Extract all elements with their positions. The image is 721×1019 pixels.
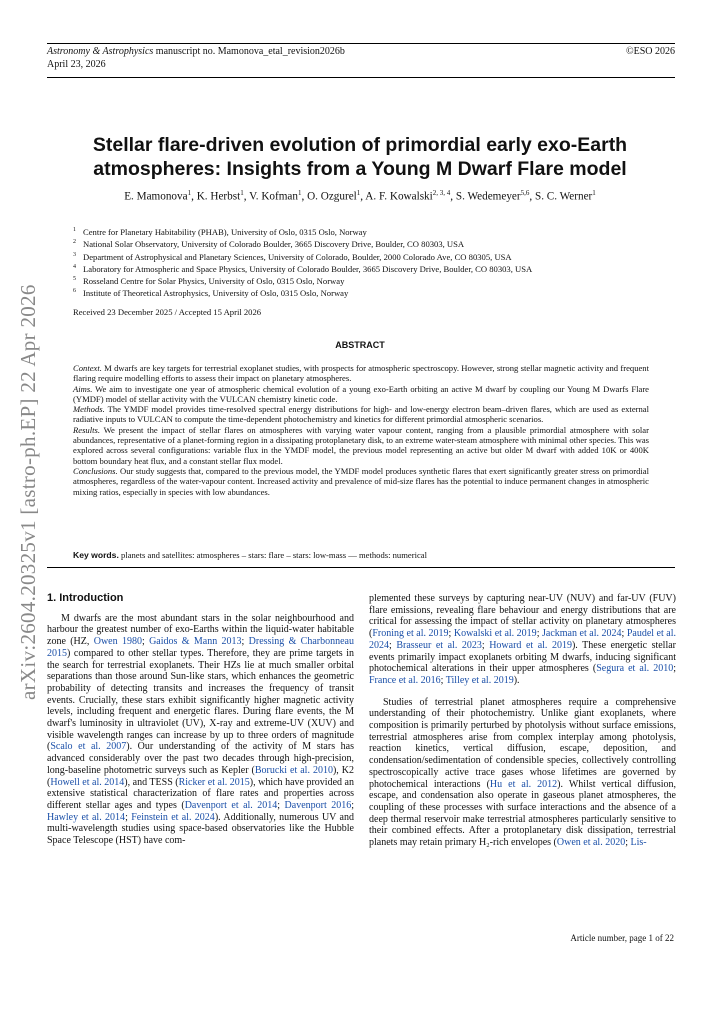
abstract-results: Results. We present the impact of stellar flares on atmospheres with varying water vapour content, ranging from a plausible primordial atmosphere with solar abundances, representative of a planet-forming region in a dissipating protoplanetary disk, to an extreme water-steam atmosphere with minimal other species. This was explored across several configurations: variable flux in the YMDF model, the previous model representing an active but older M dwarf with added 10K or 400K bottom boundary heat flux, and a constant stellar flux model. (73, 424, 649, 466)
affiliation-text: Laboratory for Atmospheric and Space Physics, University of Colorado Boulder, 3665 Discovery Drive, Boulder, CO 80303, USA (83, 263, 533, 274)
citation-link[interactable]: Hawley et al. 2014 (47, 811, 126, 823)
author-name: A. F. Kowalski (365, 190, 433, 203)
citation-link[interactable]: Gaidos & Mann 2013 (149, 636, 242, 648)
affiliation-text: Institute of Theoretical Astrophysics, University of Oslo, 0315 Oslo, Norway (83, 288, 349, 299)
author-name: K. Herbst (196, 190, 241, 203)
header-date: April 23, 2026 (47, 59, 106, 70)
affiliation-item (73, 262, 532, 274)
header-copyright: ©ESO 2026 (626, 46, 675, 57)
keywords: Key words. planets and satellites: atmospheres – stars: flare – stars: low-mass — methods: numerical (73, 550, 427, 560)
citation-link[interactable]: Jackman et al. 2024 (542, 628, 622, 640)
citation-link[interactable]: France et al. 2016 (369, 674, 441, 686)
intro-paragraph-1: M dwarfs are the most abundant stars in the solar neighbourhood and harbour the greatest number of exo-Earths within the liquid-water habitable zone (HZ, Owen 1980; Gaidos & Mann 2013; Dressing & Charbonneau 2015) compared to other stellar types. Therefore, they are prime targets in the search for terrestrial exoplanets. Their HZs lie at much smaller orbital separations than those around Sun-like stars, which enhances the geometric probability of detecting transits and increases the frequency of transit events. Crucially, these stars exhibit significantly higher magnetic activity levels, including frequent and energetic flares. During flare events, the M dwarf's luminosity in ultraviolet (UV), X-ray and extreme-UV (XUV) and visible wavelength ranges can increase by up to three orders of magnitude (Scalo et al. 2007). Our understanding of the activity of M stars has advanced considerably over the past two decades through high-precision, long-baseline photometric surveys such as Kepler (Borucki et al. 2010), K2 (Howell et al. 2014), and TESS (Ricker et al. 2015), which have provided an extensive statistical characterization of flare rates and properties across different stellar ages and types (Davenport et al. 2014; Davenport 2016; Hawley et al. 2014; Feinstein et al. 2024). Additionally, numerous UV and multi-wavelength studies using space-based observatories like the Hubble Space Telescope (HST) have com- (47, 612, 355, 847)
journal-line: Astronomy & Astrophysics manuscript no. Mamonova_etal_revision2026b (47, 46, 345, 57)
citation-link[interactable]: Paudel et al. 2024 (369, 628, 677, 651)
author-name: O. Ozgurel (307, 190, 357, 203)
citation-link[interactable]: Feinstein et al. 2024 (131, 811, 215, 823)
abstract-context: Context. M dwarfs are key targets for terrestrial exoplanet studies, with prospects for atmospheric spectroscopy. However, strong stellar magnetic activity and frequent flaring require modelling efforts to assess their impact on planetary atmospheres. (73, 363, 649, 384)
affiliation-number: 5 (73, 276, 76, 283)
citation-link[interactable]: Scalo et al. 2007 (50, 741, 127, 753)
abstract (73, 363, 649, 497)
citation-link[interactable]: Kowalski et al. 2019 (453, 628, 537, 640)
abstract-aims: Aims. We aim to investigate one year of atmospheric chemical evolution of a young exo-Earth orbiting an active M dwarf by coupling our Young M Dwarfs Flare (YMDF) model of stellar activity with the VULCAN chemistry kinetic code. (73, 383, 649, 404)
citation-link[interactable]: Borucki et al. 2010 (254, 764, 333, 776)
arxiv-stamp: arXiv:2604.20325v1 [astro-ph.EP] 22 Apr 2026 (16, 284, 40, 700)
affiliation-number: 6 (73, 288, 76, 295)
citation-link[interactable]: Hu et al. 2012 (489, 778, 558, 790)
author-name: S. Wedemeyer (455, 190, 521, 203)
affiliation-text: Rosseland Centre for Solar Physics, University of Oslo, 0315 Oslo, Norway (83, 275, 345, 286)
affiliation-item (73, 286, 532, 298)
author-name: E. Mamonova (124, 190, 188, 203)
left-column (47, 593, 354, 847)
citation-link[interactable]: Owen 1980 (93, 636, 142, 648)
abstract-methods: Methods. The YMDF model provides time-resolved spectral energy distributions for high- and low-energy electron beam–driven flares, which are used as external radiative inputs to VULCAN to compute the time-dependent photochemistry and kinetics for different primordial atmospheric scenarios. (73, 404, 649, 425)
affiliation-text: Department of Astrophysical and Planetary Sciences, University of Colorado, Boulder, 2000 Colorado Ave, CO 80305, USA (83, 251, 512, 262)
section-heading: 1. Introduction (47, 592, 124, 604)
citation-link[interactable]: Howard et al. 2019 (489, 639, 572, 651)
citation-link[interactable]: Davenport et al. 2014 (184, 799, 278, 811)
author-affiliation-ref: 1 (240, 189, 244, 197)
citation-link[interactable]: Howell et al. 2014 (50, 776, 125, 788)
affiliation-text: National Solar Observatory, University of Colorado Boulder, 3665 Discovery Drive, Boulder, CO 80303, USA (83, 239, 465, 250)
citation-link[interactable]: Lis- (630, 837, 647, 849)
author-name: S. C. Werner (534, 190, 593, 203)
citation-link[interactable]: Segura et al. 2010 (596, 663, 674, 675)
author-affiliation-ref: 2, 3, 4 (432, 189, 451, 197)
affiliation-item (73, 274, 532, 286)
author-name: V. Kofman (249, 190, 298, 203)
affiliation-text: Centre for Planetary Habitability (PHAB), University of Oslo, 0315 Oslo, Norway (83, 226, 367, 237)
intro-paragraph-3: Studies of terrestrial planet atmospheres require a comprehensive understanding of their photochemistry. Unlike giant exoplanets, where composition is primarily perturbed by photolysis without surface emissions, terrestrial atmospheres arise from complex interplay among photolysis, reaction kinetics, vertical diffusion, escape, deposition, and condensation/sedimentation of condensible species, collectively controlling spectroscopically active trace gases whose lifetimes are governed by photochemical interactions (Hu et al. 2012). Whilst vertical diffusion, escape, and condensation also operate in gaseous planet atmospheres, the coupling of these processes with surface interactions and the absence of a deep thermal reservoir make terrestrial atmospheres particularly sensitive to their combined effects. After a protoplanetary disk dissipation, terrestrial planets may retain primary H₂-rich envelopes (Owen et al. 2020; Lis- (369, 696, 676, 849)
affiliation-number: 3 (73, 251, 76, 258)
affiliation-list (73, 225, 532, 299)
author-affiliation-ref: 1 (187, 189, 192, 197)
affiliation-number: 4 (73, 263, 76, 270)
received-date: Received 23 December 2025 / Accepted 15 April 2026 (73, 307, 262, 317)
abstract-conclusions: Conclusions. Our study suggests that, compared to the previous model, the YMDF model produces synthetic flares that exert significantly greater stress on primordial atmospheres, regardless of the water-vapour content. Increased activity and prevalence of mid-size flares has the potential to induce permanent changes in atmospheric mixing ratios, especially in species with low abundances. (73, 465, 649, 497)
paper-title: Stellar flare-driven evolution of primordial early exo-Earth atmospheres: Insights from a Young M Dwarf Flare model (92, 134, 628, 180)
citation-link[interactable]: Davenport 2016 (284, 799, 352, 811)
affiliation-item (73, 237, 532, 249)
citation-link[interactable]: Owen et al. 2020 (556, 837, 626, 849)
author-affiliation-ref: 5,6 (520, 189, 530, 197)
divider (47, 567, 675, 568)
citation-link[interactable]: Ricker et al. 2015 (178, 776, 250, 788)
citation-link[interactable]: Brasseur et al. 2023 (396, 639, 482, 651)
affiliation-number: 1 (73, 227, 76, 233)
abstract-heading: ABSTRACT (335, 340, 385, 350)
affiliation-number: 2 (73, 239, 76, 246)
running-header (47, 43, 675, 78)
affiliation-item (73, 225, 532, 237)
author-list: E. Mamonova$^1$, K. Herbst$^1$, V. Kofman$^1$, O. Ozgurel$^1$, A. F. Kowalski$^{2, 3, 4}$, S. Wedemeyer$^{5,6}$, S. C. Werner$^1$ (124, 189, 596, 203)
author-affiliation-ref: 1 (592, 189, 596, 197)
affiliation-item (73, 250, 532, 262)
page-footer: Article number, page 1 of 22 (570, 933, 674, 943)
intro-paragraph-2: plemented these surveys by capturing near-UV (NUV) and far-UV (FUV) flare emissions, revealing flare behaviour and energy distributions that are critical for assessing the impact of stellar activity on planetary atmospheres (Froning et al. 2019; Kowalski et al. 2019; Jackman et al. 2024; Paudel et al. 2024; Brasseur et al. 2023; Howard et al. 2019). These energetic stellar events primarily impact exoplanets orbiting M dwarfs, inducing significant photochemical alterations in their upper atmospheres (Segura et al. 2010; France et al. 2016; Tilley et al. 2019). (369, 593, 677, 686)
author-affiliation-ref: 1 (297, 189, 302, 197)
citation-link[interactable]: Froning et al. 2019 (372, 628, 449, 640)
citation-link[interactable]: Dressing & Charbonneau 2015 (47, 636, 354, 659)
citation-link[interactable]: Tilley et al. 2019 (445, 674, 514, 686)
author-affiliation-ref: 1 (356, 189, 361, 197)
right-column (369, 593, 676, 849)
